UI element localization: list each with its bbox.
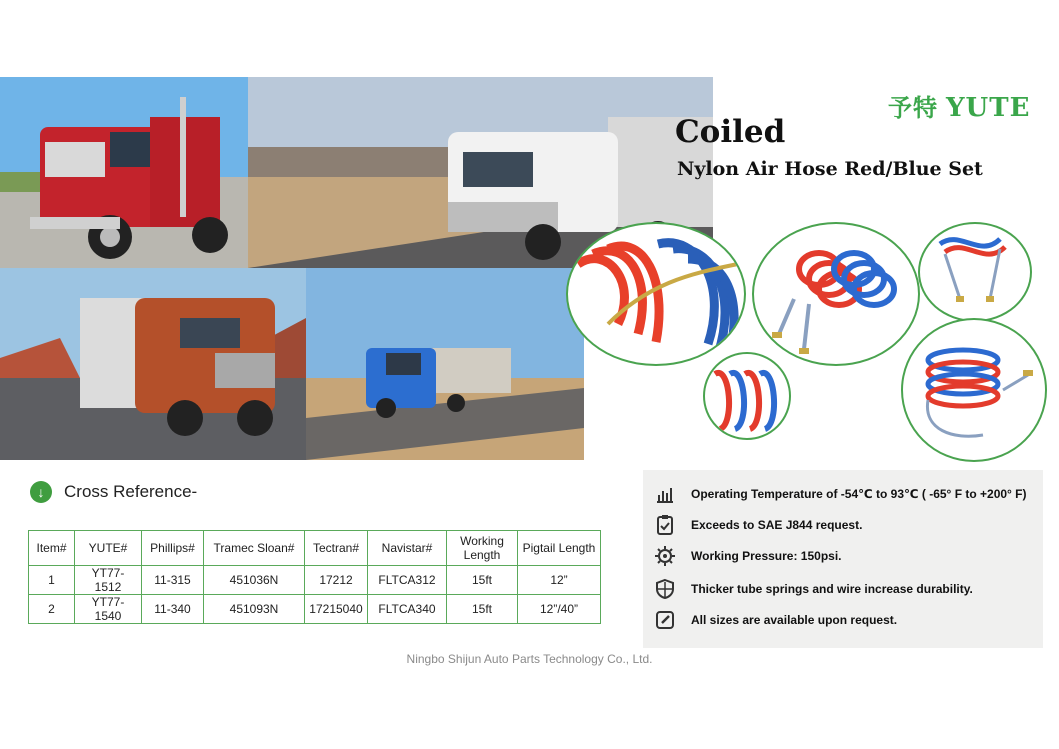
cross-reference-title: Cross Reference-	[64, 482, 198, 501]
table-cell: 2	[29, 595, 75, 624]
company-footer: Ningbo Shijun Auto Parts Technology Co., Ltd.	[406, 652, 653, 666]
spec-item	[653, 482, 1027, 506]
product-title-line2: Nylon Air Hose Red/Blue Set	[677, 158, 983, 180]
gear-icon	[653, 544, 677, 568]
blue-truck-photo	[306, 268, 584, 460]
table-cell: 17212	[305, 566, 368, 595]
spec-item	[653, 544, 842, 568]
spec-text: Thicker tube springs and wire increase durability.	[691, 582, 973, 596]
table-cell: 12”	[518, 566, 601, 595]
spec-text: Operating Temperature of -54℃ to 93℃ ( -65° F to +200° F)	[691, 487, 1027, 501]
edit-icon	[653, 608, 677, 632]
table-cell: 11-315	[142, 566, 204, 595]
col-header: Pigtail Length	[518, 531, 601, 566]
table-cell: YT77-1540	[75, 595, 142, 624]
spec-item	[653, 513, 862, 537]
col-header: Navistar#	[368, 531, 447, 566]
table-cell: 451036N	[204, 566, 305, 595]
red-truck-photo	[0, 77, 248, 268]
table-row	[29, 595, 601, 624]
table-cell: 451093N	[204, 595, 305, 624]
table-cell: FLTCA340	[368, 595, 447, 624]
arrow-down-icon: ↓	[30, 481, 52, 503]
thermometer-chart-icon	[653, 482, 677, 506]
shield-icon	[653, 577, 677, 601]
table-cell: FLTCA312	[368, 566, 447, 595]
spec-text: All sizes are available upon request.	[691, 613, 898, 627]
col-header: Item#	[29, 531, 75, 566]
spec-item	[653, 608, 897, 632]
col-header: YUTE#	[75, 531, 142, 566]
orange-truck-photo	[0, 268, 306, 460]
col-header: Phillips#	[142, 531, 204, 566]
table-cell: 1	[29, 566, 75, 595]
spec-panel	[643, 470, 1043, 648]
hose-pair-photo	[918, 222, 1032, 322]
table-cell: 15ft	[447, 595, 518, 624]
table-cell: 17215040	[305, 595, 368, 624]
table-cell: 11-340	[142, 595, 204, 624]
cross-reference-header	[30, 481, 197, 503]
table-cell: 15ft	[447, 566, 518, 595]
col-header: Tectran#	[305, 531, 368, 566]
spec-text: Working Pressure: 150psi.	[691, 549, 842, 563]
clipboard-check-icon	[653, 513, 677, 537]
spec-item	[653, 577, 973, 601]
cross-reference-table	[28, 530, 601, 624]
col-header: Tramec Sloan#	[204, 531, 305, 566]
hose-closeup-photo	[566, 222, 746, 366]
hose-set-photo	[752, 222, 920, 366]
table-row	[29, 566, 601, 595]
hose-assembly-photo	[901, 318, 1047, 462]
brand-cjk: 予特	[888, 93, 938, 122]
table-header-row	[29, 531, 601, 566]
spec-text: Exceeds to SAE J844 request.	[691, 518, 863, 532]
table-cell: 12”/40”	[518, 595, 601, 624]
brand-name: YUTE	[946, 93, 1031, 123]
table-cell: YT77-1512	[75, 566, 142, 595]
product-title-line1: Coiled	[675, 114, 786, 150]
brand-logo	[888, 88, 1030, 123]
col-header: Working Length	[447, 531, 518, 566]
hose-coil-small-photo	[703, 352, 791, 440]
